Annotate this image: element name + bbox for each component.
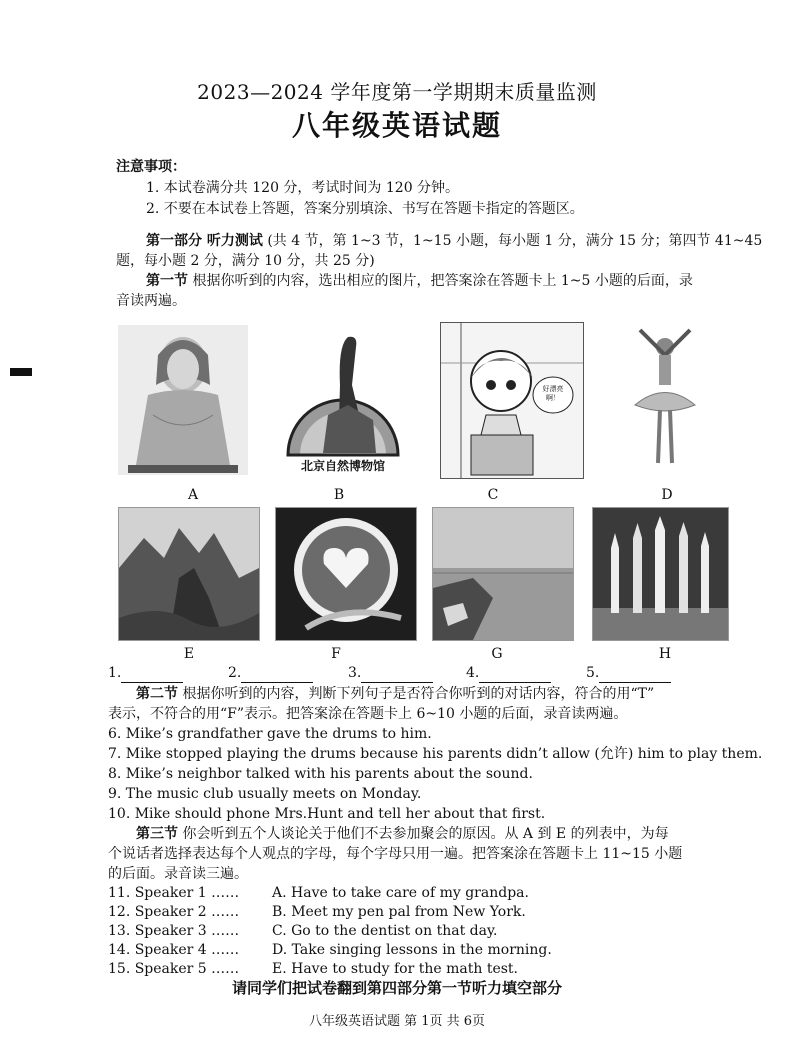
binding-mark: [10, 368, 32, 376]
picture-b: [278, 325, 408, 475]
mountain-photo-icon: [119, 508, 259, 640]
rockets-photo-icon: [593, 508, 728, 640]
turn-page-instruction: 请同学们把试卷翻到第四部分第一节听力填空部分: [231, 979, 562, 997]
statement-10: 10. Mike should phone Mrs.Hunt and tell her about that first.: [108, 806, 546, 822]
statement-9: 9. The music club usually meets on Monday.: [108, 786, 422, 802]
page-footer: 八年级英语试题 第 1页 共 6页: [308, 1014, 486, 1029]
picture-label-e: E: [183, 646, 195, 662]
speaker-12: 12. Speaker 2 ……: [108, 904, 240, 920]
statement-6: 6. Mike’s grandfather gave the drums to him.: [108, 726, 432, 742]
picture-label-g: G: [491, 646, 503, 662]
section2-instruction-line2: 表示，不符合的用“F”表示。把答案涂在答题卡上 6~10 小题的后面，录音读两遍。: [108, 706, 628, 722]
picture-g: [432, 507, 574, 641]
section1-instruction-line2: 音读两遍。: [116, 293, 186, 309]
answer-blank-5: 5.: [586, 663, 671, 683]
option-c: C. Go to the dentist on that day.: [272, 923, 498, 939]
notes-item-2: 2. 不要在本试卷上答题，答案分别填涂、书写在答题卡指定的答题区。: [146, 201, 584, 217]
picture-label-d: D: [661, 487, 673, 503]
picture-label-b: B: [333, 487, 345, 503]
answer-blank-3: 3.: [348, 663, 433, 683]
statement-7: 7. Mike stopped playing the drums because his parents didn’t allow (允许) him to play them.: [108, 746, 763, 762]
speech-bubble-text: 好漂亮啊！: [542, 385, 564, 402]
picture-f: [275, 507, 417, 641]
answer-blank-2: 2.: [228, 663, 313, 683]
picture-label-a: A: [187, 487, 199, 503]
option-a: A. Have to take care of my grandpa.: [272, 885, 529, 901]
exam-subject-title: 八年级英语试题: [291, 109, 502, 142]
statement-8: 8. Mike’s neighbor talked with his parents about the sound.: [108, 766, 533, 782]
coastline-photo-icon: [433, 508, 573, 640]
part1-title: 第一部分 听力测试: [146, 233, 263, 249]
section3-instruction: [136, 824, 669, 844]
section1-text: 根据你听到的内容，选出相应的图片，把答案涂在答题卡上 1~5 小题的后面，录: [188, 273, 693, 289]
section2-instruction: [136, 684, 654, 704]
section3-instruction-line3: 的后面。录音读三遍。: [108, 866, 248, 882]
museum-caption: 北京自然博物馆: [300, 459, 385, 473]
section2-label: 第二节: [136, 686, 178, 702]
option-b: B. Meet my pen pal from New York.: [272, 904, 526, 920]
section2-text: 根据你听到的内容，判断下列句子是否符合你听到的对话内容，符合的用“T”: [178, 686, 655, 702]
picture-label-c: C: [487, 487, 499, 503]
answer-blank-1: 1.: [108, 663, 183, 683]
section1-label: 第一节: [146, 273, 188, 289]
picture-c: [440, 322, 584, 479]
part1-heading: [146, 231, 762, 251]
ballerina-icon: [620, 325, 710, 475]
part1-scoring: (共 4 节，第 1~3 节，1~15 小题，每小题 1 分，满分 15 分；第四节 41~45: [262, 233, 763, 249]
speaker-13: 13. Speaker 3 ……: [108, 923, 240, 939]
speaker-15: 15. Speaker 5 ……: [108, 961, 240, 977]
section3-text: 你会听到五个人谈论关于他们不去参加聚会的原因。从 A 到 E 的列表中，为每: [178, 826, 669, 842]
speaker-11: 11. Speaker 1 ……: [108, 885, 240, 901]
picture-label-h: H: [658, 646, 672, 662]
picture-d: [620, 325, 710, 475]
picture-label-f: F: [331, 646, 341, 662]
picture-h: [592, 507, 729, 641]
notes-item-1: 1. 本试卷满分共 120 分，考试时间为 120 分钟。: [146, 180, 460, 196]
notes-heading: 注意事项：: [116, 159, 186, 175]
girl-photo-icon: [118, 325, 248, 475]
latte-art-photo-icon: [276, 508, 416, 640]
option-d: D. Take singing lessons in the morning.: [272, 942, 552, 958]
speaker-14: 14. Speaker 4 ……: [108, 942, 240, 958]
option-e: E. Have to study for the math test.: [272, 961, 518, 977]
section3-instruction-line2: 个说话者选择表达每个人观点的字母，每个字母只用一遍。把答案涂在答题卡上 11~15 小题: [108, 846, 683, 862]
section3-label: 第三节: [136, 826, 178, 842]
museum-logo-icon: [278, 325, 408, 475]
picture-e: [118, 507, 260, 641]
picture-a: [118, 325, 248, 475]
exam-term-title: 2023—2024 学年度第一学期期末质量监测: [197, 80, 597, 104]
answer-blank-4: 4.: [466, 663, 551, 683]
part1-scoring-line2: 题，每小题 2 分，满分 10 分，共 25 分): [116, 253, 375, 269]
section1-instruction: [146, 271, 693, 291]
